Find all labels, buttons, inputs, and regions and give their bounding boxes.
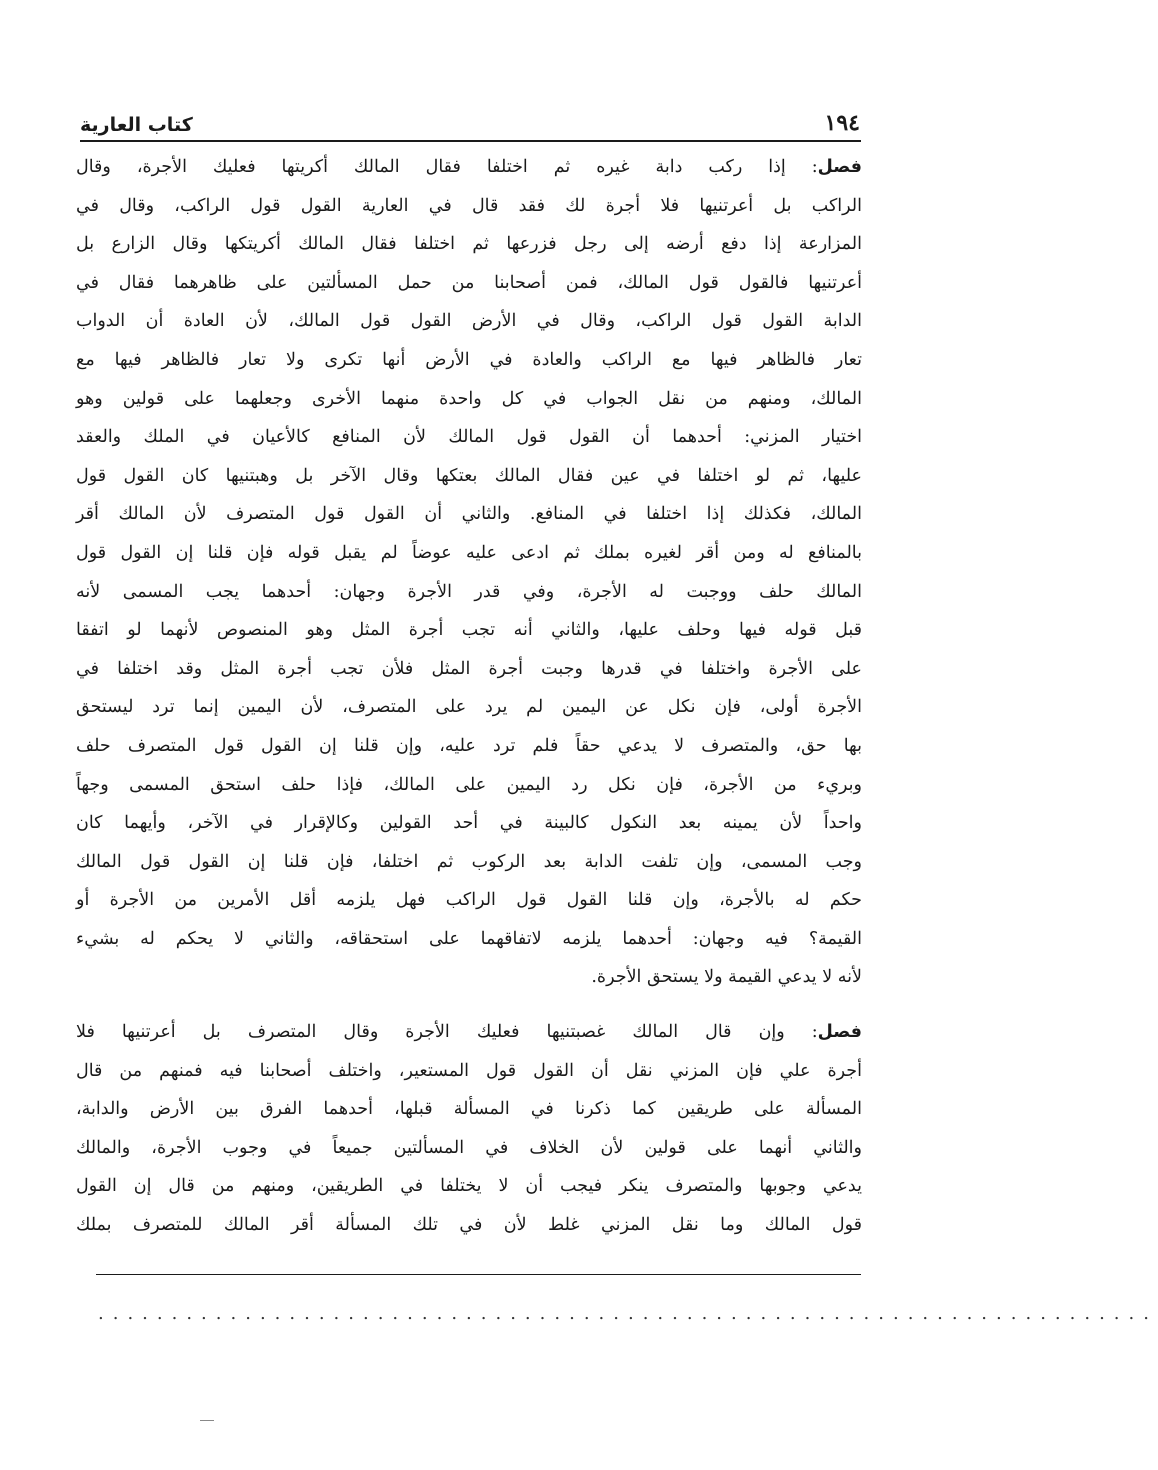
text-line: حكم له بالأجرة، وإن قلنا القول قول الراكب فهل يلزمه أقل الأمرين من الأجرة أو — [76, 890, 862, 911]
text-line: الأجرة أولى، فإن نكل عن اليمين لم يرد على المتصرف، لأن اليمين إنما ترد ليستحق — [76, 697, 862, 718]
text-line: عليها، ثم لو اختلفا في عين فقال المالك بعتكها وقال الآخر بل وهبتنيها كان القول قول — [76, 465, 862, 486]
text-body — [76, 148, 862, 1245]
text-line: أعرتنيها فالقول قول المالك، فمن أصحابنا من حمل المسألتين على ظاهرهما فقال في — [76, 272, 862, 293]
text-line: بالمنافع له ومن أقر لغيره بملك ثم ادعى عليه عوضاً لم يقبل قوله فإن قلنا إن القول قول — [76, 542, 862, 563]
text-line: القيمة؟ فيه وجهان: أحدهما يلزمه لاتفاقهما على استحقاقه، والثاني لا يحكم له بشيء — [76, 928, 862, 949]
text-line: يدعي وجوبها والمتصرف ينكر فيجب أن لا يختلفا في الطريقين، ومنهم من قال إن القول — [76, 1176, 862, 1197]
text-line: لأنه لا يدعي القيمة ولا يستحق الأجرة. — [591, 967, 862, 988]
section-label: فصل — [817, 1022, 862, 1043]
text-line: قبل قوله فيها وحلف عليها، والثاني أنه تجب أجرة المثل وهو المنصوص لأنهما لو اتفقا — [76, 620, 862, 641]
text-line: المالك حلف ووجبت له الأجرة، وفي قدر الأجرة وجهان: أحدهما يجب المسمى لأنه — [76, 581, 862, 602]
running-head — [80, 96, 860, 136]
text-line: فصل: وإن قال المالك غصبتنيها فعليك الأجرة وقال المتصرف بل أعرتنيها فلا — [76, 1022, 862, 1043]
text-line: وبريء من الأجرة، فإن نكل رد اليمين على المالك، فإذا حلف استحق المسمى وجهاً — [76, 774, 862, 795]
page-scan-mark — [200, 1420, 214, 1421]
text-line: الدابة القول قول الراكب، وقال في الأرض القول قول المالك، لأن العادة أن الدواب — [76, 311, 863, 332]
section-1 — [76, 148, 862, 997]
text-line: قول المالك وما نقل المزني غلط لأن في تلك المسألة أقر المالك للمتصرف بملك — [76, 1215, 862, 1236]
footnote-dots: ........................................................................ — [98, 1303, 1158, 1324]
text-line: تعار فالظاهر فيها مع الراكب والعادة في الأرض أنها تكرى ولا تعار فالظاهر فيها مع — [76, 349, 862, 370]
text-line: بها حق، والمتصرف لا يدعي حقاً فلم ترد عليه، وإن قلنا إن القول قول المتصرف حلف — [76, 735, 862, 756]
section-2 — [76, 1013, 862, 1245]
book-title: كتاب العارية — [80, 114, 193, 136]
text-line: فصل: إذا ركب دابة غيره ثم اختلفا فقال المالك أكريتها فعليك الأجرة، وقال — [76, 157, 862, 177]
text-line: اختيار المزني: أحدهما أن القول قول المالك لأن المنافع كالأعيان في الملك والعقد — [76, 427, 862, 448]
text-line: المالك، فكذلك إذا اختلفا في المنافع. والثاني أن القول قول المتصرف لأن المالك أقر — [76, 504, 862, 525]
text-line: المالك، ومنهم من نقل الجواب في كل واحدة منهما الأخرى وجعلهما على قولين وهو — [76, 388, 862, 409]
text-line: المسألة على طريقين كما ذكرنا في المسألة قبلها، أحدهما الفرق بين الأرض والدابة، — [76, 1099, 862, 1120]
section-label: فصل — [817, 157, 862, 177]
text-line: وجب المسمى، وإن تلفت الدابة بعد الركوب ثم اختلفا، فإن قلنا إن القول قول المالك — [76, 851, 862, 872]
text-line: واحداً لأن يمينه بعد النكول كالبينة في أحد القولين وكالإقرار في الآخر، وأيهما كان — [76, 813, 862, 834]
header-rule — [80, 140, 861, 142]
text-line: المزارعة إذا دفع أرضه إلى رجل فزرعها ثم اختلفا فقال المالك أكريتكها وقال الزارع بل — [76, 234, 862, 255]
text-line: أجرة علي فإن المزني نقل أن القول قول المستعير، واختلف أصحابنا فيه فمنهم من قال — [76, 1060, 862, 1081]
text-line: والثاني أنهما على قولين لأن الخلاف في المسألتين جميعاً في وجوب الأجرة، والمالك — [76, 1137, 862, 1158]
text-line: على الأجرة واختلفا في قدرها وجبت أجرة المثل فلأن تجب أجرة المثل وقد اختلفا في — [76, 658, 862, 679]
text-line: الراكب بل أعرتنيها فلا أجرة لك فقد قال في العارية القول قول الراكب، وقال في — [76, 195, 862, 216]
page-number: ١٩٤ — [824, 110, 860, 136]
footnote-rule — [96, 1274, 861, 1275]
